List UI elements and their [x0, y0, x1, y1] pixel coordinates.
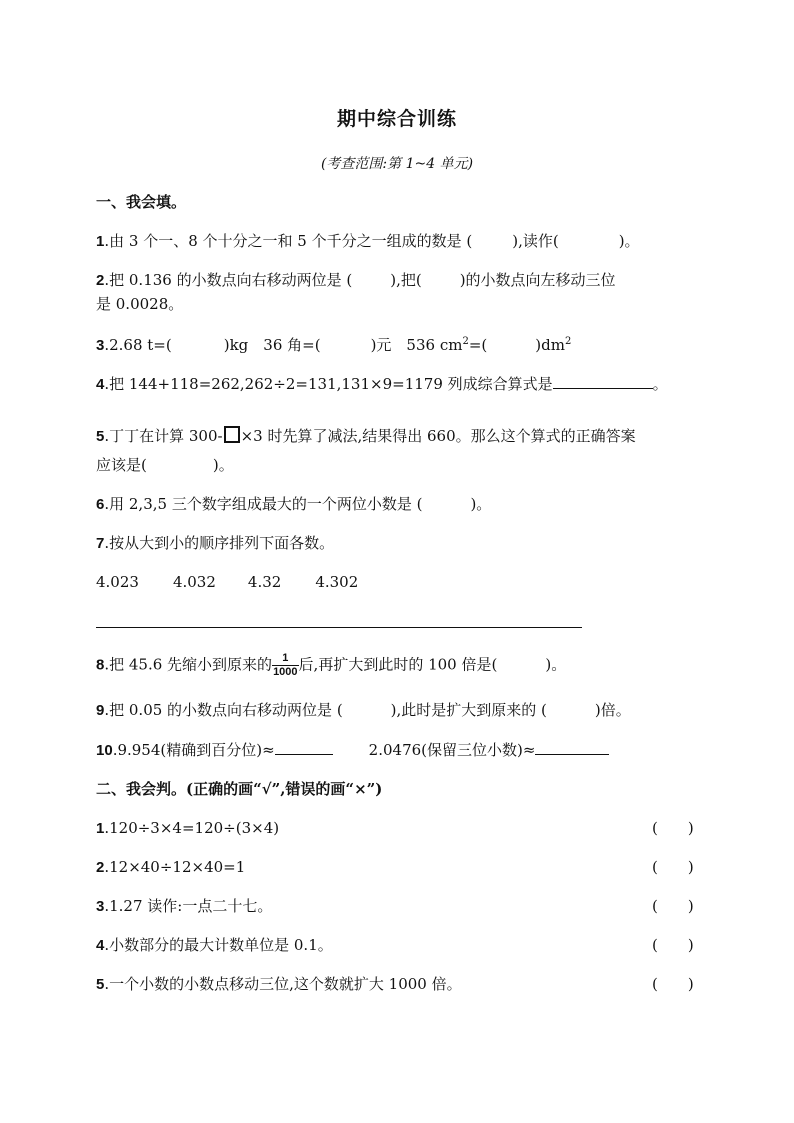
question-text: )元 536 cm	[370, 336, 463, 354]
judge-answer-paren[interactable]: ( )	[652, 819, 694, 837]
question-text: .2.68 t=(	[104, 336, 172, 354]
question-text: ×3 时先算了减法,结果得出 660。那么这个算式的正确答案	[240, 427, 636, 445]
question-5	[96, 426, 636, 447]
question-text: .120÷3×4=120÷(3×4)	[104, 819, 280, 837]
answer-underline[interactable]	[553, 374, 653, 389]
judge-item-3	[96, 896, 272, 917]
question-number: 2	[96, 859, 105, 876]
answer-line[interactable]	[96, 627, 582, 628]
page-title: 期中综合训练	[336, 108, 457, 130]
question-5-line2	[96, 455, 234, 475]
number-item: 4.32	[247, 573, 282, 591]
fraction	[272, 652, 298, 679]
question-number: 5	[96, 976, 105, 993]
answer-underline[interactable]	[535, 740, 609, 755]
square-box-icon	[224, 426, 240, 443]
number-item: 4.023	[96, 573, 139, 591]
question-text: )倍。	[594, 701, 631, 719]
question-text: .用 2,3,5 三个数字组成最大的一个两位小数是 (	[104, 495, 423, 513]
question-text: )。	[212, 456, 234, 474]
question-text: 2.0476(保留三位小数)≈	[368, 741, 536, 759]
question-2-line2: 是 0.0028。	[96, 295, 184, 313]
judge-item-2	[96, 857, 245, 878]
superscript: 2	[462, 336, 469, 347]
question-text: 。	[652, 375, 668, 393]
fraction-numerator: 1	[272, 652, 298, 666]
question-text: )。	[618, 232, 640, 250]
question-text: )。	[470, 495, 492, 513]
question-number: 3	[96, 337, 105, 354]
question-text: 后,再扩大到此时的 100 倍是(	[298, 655, 498, 674]
question-number: 6	[96, 496, 105, 513]
judge-answer-paren[interactable]: ( )	[652, 897, 694, 915]
section2-heading: 二、我会判。(正确的画“√”,错误的画“×”)	[96, 780, 383, 798]
judge-answer-paren[interactable]: ( )	[652, 936, 694, 954]
question-text: .把 45.6 先缩小到原来的	[104, 655, 273, 674]
question-number: 1	[96, 233, 105, 250]
question-text: .由 3 个一、8 个十分之一和 5 个千分之一组成的数是 (	[104, 232, 473, 250]
question-number: 8	[96, 656, 105, 674]
question-number: 9	[96, 702, 105, 719]
question-7	[96, 533, 334, 554]
number-item: 4.032	[172, 573, 216, 591]
question-text: .把 144+118=262,262÷2=131,131×9=1179 列成综合算式是	[104, 375, 553, 393]
page-subtitle: (考查范围:第 1~4 单元)	[320, 156, 474, 172]
judge-item-4	[96, 935, 333, 956]
question-2	[96, 270, 616, 291]
answer-underline[interactable]	[275, 740, 333, 755]
question-text: )的小数点向左移动三位	[459, 271, 616, 289]
question-3	[96, 335, 571, 356]
question-text: )。	[545, 655, 567, 674]
judge-answer-paren[interactable]: ( )	[652, 975, 694, 993]
question-text: 应该是(	[96, 456, 147, 474]
number-item: 4.302	[315, 573, 359, 591]
section1-heading: 一、我会填。	[96, 193, 187, 211]
question-text: )kg 36 角=(	[223, 336, 321, 354]
number-list	[96, 572, 358, 592]
question-text: .12×40÷12×40=1	[104, 858, 246, 876]
question-9	[96, 700, 631, 721]
judge-answer-paren[interactable]: ( )	[652, 858, 694, 876]
question-text: .把 0.136 的小数点向右移动两位是 (	[104, 271, 353, 289]
question-number: 5	[96, 428, 105, 445]
question-text: .丁丁在计算 300-	[104, 427, 223, 445]
question-text: )dm	[535, 336, 565, 354]
question-number: 4	[96, 937, 105, 954]
question-text: ),读作(	[512, 232, 559, 250]
question-text: .把 0.05 的小数点向右移动两位是 (	[104, 701, 343, 719]
question-number: 10	[96, 742, 113, 759]
question-8	[96, 652, 566, 679]
question-text: ),把(	[390, 271, 422, 289]
question-text: .1.27 读作:一点二十七。	[104, 897, 273, 915]
question-text: .一个小数的小数点移动三位,这个数就扩大 1000 倍。	[104, 975, 462, 993]
question-10	[96, 740, 609, 761]
question-number: 7	[96, 535, 105, 552]
question-number: 4	[96, 376, 105, 393]
question-1	[96, 231, 640, 252]
fraction-denominator: 1000	[273, 666, 298, 678]
question-number: 3	[96, 898, 105, 915]
question-text: .9.954(精确到百分位)≈	[112, 741, 275, 759]
judge-item-5	[96, 974, 462, 995]
question-4	[96, 374, 668, 395]
superscript: 2	[564, 336, 572, 347]
question-text: .小数部分的最大计数单位是 0.1。	[104, 936, 333, 954]
question-text: =(	[468, 336, 488, 354]
question-text: .按从大到小的顺序排列下面各数。	[104, 534, 335, 552]
judge-item-1	[96, 818, 279, 839]
question-number: 2	[96, 272, 105, 289]
question-6	[96, 494, 491, 515]
question-number: 1	[96, 820, 105, 837]
question-text: ),此时是扩大到原来的 (	[390, 701, 547, 719]
